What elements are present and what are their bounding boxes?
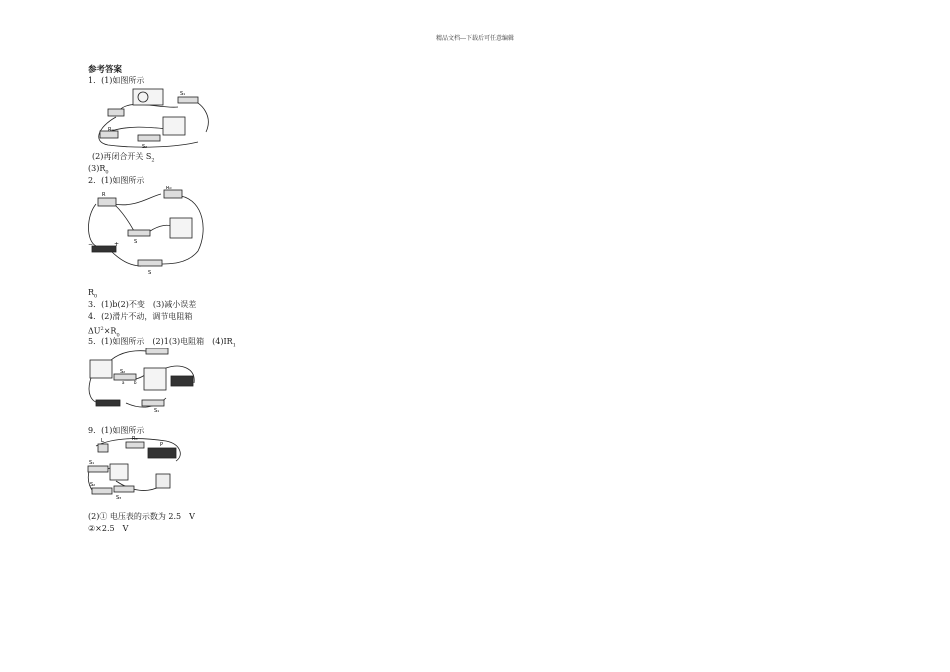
- q5-battery: [96, 400, 120, 406]
- q9-line1: 9．(1)如图所示: [88, 426, 145, 435]
- q9-lamp: [98, 444, 108, 452]
- q2-s-switch: [138, 260, 162, 266]
- q9-s1-switch: [88, 466, 108, 472]
- q2-wire-2: [114, 194, 161, 205]
- q2-r0-resistor: [164, 190, 182, 198]
- q1-wire-3: [188, 99, 208, 132]
- q1-line2: (2)再闭合开关 $S_2$: [92, 152, 155, 164]
- q2-label-rx: R: [102, 192, 106, 198]
- q5-rheostat: [171, 376, 193, 386]
- q2-wire-5: [111, 251, 141, 266]
- q1-line3: $(3)R_0$: [88, 164, 109, 176]
- q9-battery: [156, 474, 170, 488]
- q1-s1-switch: [178, 97, 198, 103]
- q9-label-s3: S₃: [116, 495, 122, 501]
- q9-r0-resistor: [126, 442, 144, 448]
- q2-s1-switch: [128, 230, 150, 236]
- q5-wire-1: [89, 378, 101, 403]
- q2-wire-1: [89, 204, 97, 246]
- q9-line3: ②×2.5 V: [88, 524, 129, 533]
- q9-line2: (2)① 电压表的示数为 2.5 V: [88, 512, 195, 521]
- q2-circuit-figure: [86, 186, 211, 276]
- q2-battery: [92, 246, 116, 252]
- q1-voltmeter: [163, 117, 185, 135]
- q2-wire-3: [116, 206, 134, 231]
- q9-label-s1: S₁: [89, 460, 95, 466]
- q5-voltmeter: [90, 360, 112, 378]
- q9-s3-switch: [114, 486, 134, 492]
- q5-label-a: a: [122, 380, 125, 385]
- q4-line2: $\Delta U^2\times R_0$: [88, 326, 120, 339]
- q1-rx-resistor: [108, 109, 124, 116]
- q9-voltmeter: [110, 464, 128, 480]
- q2-rx-resistor: [98, 198, 116, 206]
- q1-circuit-figure: [88, 87, 218, 152]
- q2-label-minus: −: [88, 241, 94, 248]
- q9-label-s2: S₂: [90, 482, 96, 488]
- q9-s2-switch: [92, 488, 112, 494]
- q2-label-s1: S: [134, 239, 138, 245]
- q5-line1: 5．(1)如图所示 (2)1(3)电阻箱 $(4)IR_1$: [88, 337, 236, 349]
- q9-label-r0: R₀: [132, 436, 138, 442]
- q1-label-s2: S₂: [142, 144, 148, 150]
- q5-label-s1: S₁: [154, 408, 160, 413]
- q5-resistance-box: [144, 368, 166, 390]
- section-title: 参考答案: [88, 65, 123, 75]
- q5-top-switch: [146, 348, 168, 354]
- page-header: 精品文档---下载后可任意编辑: [435, 35, 515, 42]
- q1-label-s1: S₁: [180, 91, 186, 97]
- q1-line1: 1．(1)如图所示: [88, 76, 145, 85]
- q9-label-l: L: [101, 438, 104, 444]
- q2-label-plus: +: [114, 241, 120, 248]
- q9-label-p: P: [160, 442, 164, 448]
- q5-label-b: b: [134, 380, 137, 385]
- q5-circuit-figure: [86, 348, 201, 413]
- q9-circuit-figure: [86, 436, 186, 501]
- q9-rheostat: [148, 448, 176, 458]
- q2-line1: 2．(1)如图所示: [88, 176, 145, 185]
- q1-wire-2: [118, 104, 178, 112]
- q5-s1-switch: [142, 400, 164, 406]
- q2-voltmeter: [170, 218, 192, 238]
- q4-line1: 4．(2)滑片不动，调节电阻箱: [88, 312, 193, 321]
- q2-label-s: S: [148, 270, 152, 276]
- q3-line1: 3．(1)b(2)不变 (3)减小误差: [88, 300, 197, 309]
- q1-label-r0: R₀: [108, 127, 114, 133]
- q2-label-r0: R₀: [166, 186, 172, 191]
- q5-label-s2: S₂: [120, 369, 126, 375]
- q2-line2: $R_0$: [88, 288, 98, 300]
- q1-s2-switch: [138, 135, 160, 141]
